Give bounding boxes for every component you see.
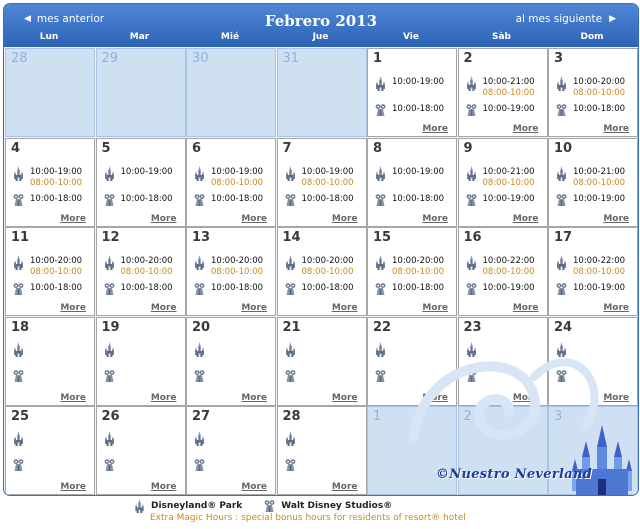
day-cell[interactable] — [96, 406, 186, 495]
park-hours: 10:00-22:00 — [482, 256, 535, 266]
day-number: 7 — [282, 140, 292, 156]
day-number: 2 — [463, 409, 472, 424]
extra-magic-hours: 08:00-10:00 — [482, 177, 535, 188]
day-cell[interactable] — [367, 48, 457, 137]
mickey-studio-icon — [194, 283, 205, 295]
legend-studios-label: Walt Disney Studios® — [281, 501, 393, 511]
extra-magic-hours: 08:00-10:00 — [392, 267, 445, 277]
castle-icon — [285, 255, 296, 270]
day-cell[interactable] — [96, 317, 186, 406]
day-cell[interactable] — [186, 317, 276, 406]
more-link[interactable]: More — [603, 392, 629, 403]
castle-icon — [104, 342, 115, 357]
extra-magic-hours: 08:00-10:00 — [482, 267, 535, 277]
park-hours: 10:00-20:00 — [392, 256, 445, 266]
weekday-label: Dom — [580, 32, 604, 42]
more-link[interactable]: More — [241, 482, 267, 492]
castle-icon — [194, 255, 205, 270]
day-cell[interactable] — [277, 138, 367, 227]
extra-magic-hours: 08:00-10:00 — [120, 267, 173, 277]
studios-hours: 10:00-18:00 — [120, 283, 173, 293]
day-number: 29 — [101, 51, 119, 66]
day-number: 3 — [554, 409, 563, 424]
day-number: 4 — [11, 140, 21, 156]
mickey-studio-icon — [194, 194, 205, 206]
day-cell[interactable] — [5, 317, 95, 406]
chevron-right-icon: ▶ — [609, 14, 616, 24]
day-number: 13 — [192, 230, 211, 245]
weekday-label: Vie — [403, 32, 419, 42]
more-link[interactable]: More — [512, 213, 539, 224]
castle-icon — [194, 431, 205, 446]
park-hours: 10:00-20:00 — [301, 256, 354, 266]
extra-magic-hours: 08:00-10:00 — [573, 88, 626, 98]
day-number: 28 — [282, 409, 301, 424]
day-number: 23 — [463, 319, 482, 335]
day-number: 18 — [11, 319, 30, 335]
castle-icon — [13, 166, 24, 181]
day-cell[interactable] — [548, 48, 638, 137]
castle-icon — [285, 166, 296, 181]
more-link[interactable]: More — [150, 213, 177, 224]
next-month-button[interactable] — [516, 13, 616, 25]
park-hours: 10:00-19:00 — [120, 166, 173, 177]
mickey-studio-icon — [264, 500, 275, 512]
more-link[interactable]: More — [60, 392, 86, 403]
extra-magic-hours: 08:00-10:00 — [301, 267, 354, 277]
studios-hours: 10:00-19:00 — [573, 193, 626, 204]
mickey-studio-icon — [556, 194, 567, 206]
day-cell[interactable] — [367, 138, 457, 227]
mickey-studio-icon — [285, 459, 296, 471]
castle-icon — [104, 431, 115, 446]
day-number: 31 — [282, 51, 300, 66]
mickey-studio-icon — [285, 370, 296, 382]
more-link[interactable]: More — [150, 482, 177, 492]
mickey-studio-icon — [13, 370, 24, 382]
more-link[interactable]: More — [331, 213, 358, 224]
day-number: 1 — [373, 409, 382, 424]
studios-hours: 10:00-19:00 — [482, 104, 535, 114]
studios-hours: 10:00-18:00 — [392, 283, 445, 293]
legend-row — [134, 499, 392, 513]
day-number: 14 — [282, 230, 301, 245]
extra-magic-hours: 08:00-10:00 — [301, 177, 354, 188]
day-cell[interactable] — [548, 138, 638, 227]
studios-hours: 10:00-19:00 — [573, 283, 626, 293]
studios-hours: 10:00-18:00 — [211, 193, 264, 204]
more-link[interactable]: More — [512, 124, 539, 134]
mickey-studio-icon — [13, 283, 24, 295]
mickey-studio-icon — [104, 370, 115, 382]
studios-hours: 10:00-18:00 — [211, 283, 264, 293]
weekday-label: Lun — [39, 32, 59, 42]
mickey-studio-icon — [285, 283, 296, 295]
day-number: 16 — [463, 230, 482, 245]
more-link[interactable]: More — [331, 482, 358, 492]
day-number: 3 — [554, 51, 564, 66]
park-hours: 10:00-21:00 — [573, 166, 626, 177]
castle-icon — [466, 255, 477, 270]
mickey-studio-icon — [104, 459, 115, 471]
park-hours: 10:00-19:00 — [301, 166, 354, 177]
day-number: 24 — [554, 319, 573, 335]
park-hours: 10:00-20:00 — [30, 256, 83, 266]
weekday-label: Jue — [312, 32, 329, 42]
month-title: Febrero 2013 — [264, 12, 378, 30]
calendar-grid — [4, 47, 638, 495]
castle-icon — [13, 342, 24, 357]
day-number: 11 — [11, 230, 30, 245]
mickey-studio-icon — [194, 459, 205, 471]
mickey-studio-icon — [194, 370, 205, 382]
day-number: 26 — [101, 409, 120, 424]
day-number: 6 — [192, 140, 202, 156]
park-hours: 10:00-20:00 — [120, 256, 173, 266]
day-number: 15 — [373, 230, 392, 245]
castle-icon — [375, 166, 386, 181]
day-number: 20 — [192, 319, 211, 335]
castle-icon — [285, 431, 296, 446]
day-cell[interactable] — [458, 227, 548, 316]
calendar-header — [4, 4, 638, 47]
castle-icon — [194, 166, 205, 181]
extra-magic-hours: 08:00-10:00 — [482, 88, 535, 98]
park-hours: 10:00-19:00 — [392, 77, 445, 87]
studios-hours: 10:00-18:00 — [30, 193, 83, 204]
studios-hours: 10:00-19:00 — [482, 193, 535, 204]
mickey-studio-icon — [375, 283, 386, 295]
day-cell[interactable] — [277, 227, 367, 316]
extra-magic-hours: 08:00-10:00 — [30, 177, 83, 188]
mickey-studio-icon — [104, 283, 115, 295]
day-cell[interactable] — [458, 138, 548, 227]
extra-magic-hours: 08:00-10:00 — [30, 267, 83, 277]
day-cell[interactable] — [186, 138, 276, 227]
more-link[interactable]: More — [241, 213, 267, 224]
mickey-studio-icon — [285, 194, 296, 206]
more-link[interactable]: More — [422, 213, 448, 224]
prev-month-label: mes anterior — [36, 13, 105, 25]
studios-hours: 10:00-18:00 — [392, 104, 445, 114]
more-link[interactable]: More — [241, 392, 267, 403]
castle-icon — [194, 342, 205, 357]
day-number: 1 — [373, 51, 383, 66]
extra-magic-hours: 08:00-10:00 — [211, 177, 264, 188]
park-hours: 10:00-20:00 — [211, 256, 264, 266]
castle-icon — [134, 499, 145, 513]
park-hours: 10:00-21:00 — [482, 166, 535, 177]
castle-icon — [104, 166, 115, 181]
more-link[interactable]: More — [422, 392, 448, 403]
more-link[interactable]: More — [603, 213, 629, 224]
day-number: 22 — [373, 319, 392, 335]
watermark-text: ©Nuestro Neverland — [436, 467, 593, 482]
more-link[interactable]: More — [60, 482, 86, 492]
more-link[interactable]: More — [241, 303, 267, 313]
day-cell[interactable] — [5, 227, 95, 316]
castle-icon — [556, 166, 567, 181]
park-hours: 10:00-21:00 — [482, 77, 535, 87]
day-number: 25 — [11, 409, 30, 424]
park-hours: 10:00-19:00 — [211, 166, 264, 177]
weekday-label: Mié — [220, 32, 240, 42]
day-cell[interactable] — [458, 48, 548, 137]
day-cell[interactable] — [96, 48, 186, 137]
castle-icon — [556, 76, 567, 91]
day-cell[interactable] — [5, 48, 95, 137]
mickey-studio-icon — [466, 104, 477, 116]
day-cell[interactable] — [277, 317, 367, 406]
more-link[interactable]: More — [331, 392, 358, 403]
castle-icon — [466, 76, 477, 91]
next-month-label: al mes siguiente — [515, 13, 603, 25]
mickey-studio-icon — [13, 194, 24, 206]
castle-icon — [375, 255, 386, 270]
castle-logo-icon — [570, 425, 634, 496]
extra-magic-hours: 08:00-10:00 — [573, 267, 626, 277]
mickey-studio-icon — [104, 194, 115, 206]
mickey-studio-icon — [556, 283, 567, 295]
chevron-left-icon: ◀ — [24, 14, 31, 24]
studios-hours: 10:00-18:00 — [30, 283, 83, 293]
castle-icon — [285, 342, 296, 357]
day-cell[interactable] — [367, 227, 457, 316]
more-link[interactable]: More — [512, 392, 539, 403]
weekday-label: Sàb — [492, 32, 511, 42]
day-number: 28 — [11, 51, 28, 66]
mickey-studio-icon — [375, 194, 386, 206]
more-link[interactable]: More — [60, 213, 86, 224]
more-link[interactable]: More — [603, 303, 629, 313]
castle-icon — [13, 431, 24, 446]
studios-hours: 10:00-18:00 — [573, 104, 626, 114]
more-link[interactable]: More — [603, 124, 629, 134]
studios-hours: 10:00-19:00 — [482, 283, 535, 293]
weekday-label: Mar — [129, 32, 150, 42]
day-cell[interactable] — [277, 48, 367, 137]
day-number: 30 — [192, 51, 209, 66]
day-cell[interactable] — [96, 138, 186, 227]
more-link[interactable]: More — [512, 303, 539, 313]
park-hours: 10:00-22:00 — [573, 256, 626, 266]
mickey-studio-icon — [13, 459, 24, 471]
calendar — [3, 3, 639, 496]
mickey-studio-icon — [466, 283, 477, 295]
legend-park-label: Disneyland® Park — [151, 501, 243, 511]
mickey-studio-icon — [466, 194, 477, 206]
park-hours: 10:00-19:00 — [392, 166, 445, 177]
day-number: 8 — [373, 140, 383, 156]
castle-icon — [104, 255, 115, 270]
castle-icon — [375, 76, 386, 91]
extra-magic-hours: 08:00-10:00 — [211, 267, 264, 277]
studios-hours: 10:00-18:00 — [301, 193, 354, 204]
mickey-studio-icon — [375, 104, 386, 116]
studios-hours: 10:00-18:00 — [392, 193, 445, 204]
more-link[interactable]: More — [422, 303, 448, 313]
day-number: 2 — [463, 51, 473, 66]
day-cell[interactable] — [5, 138, 95, 227]
day-cell[interactable] — [5, 406, 95, 495]
day-cell[interactable] — [96, 227, 186, 316]
day-cell[interactable] — [548, 227, 638, 316]
legend-emh-text: Extra Magic Hours : special bonus hours for residents of resort® hotel — [150, 513, 466, 523]
day-cell[interactable] — [186, 48, 276, 137]
day-cell[interactable] — [186, 406, 276, 495]
more-link[interactable]: More — [331, 303, 358, 313]
more-link[interactable]: More — [422, 124, 448, 134]
day-number: 12 — [101, 230, 120, 245]
more-link[interactable]: More — [150, 392, 177, 403]
day-number: 17 — [554, 230, 573, 245]
studios-hours: 10:00-18:00 — [120, 193, 173, 204]
more-link[interactable]: More — [60, 303, 86, 313]
day-number: 9 — [463, 140, 473, 156]
park-hours: 10:00-19:00 — [30, 166, 83, 177]
weekday-header-row — [4, 32, 638, 46]
day-number: 19 — [101, 319, 120, 335]
day-cell[interactable] — [277, 406, 367, 495]
extra-magic-hours: 08:00-10:00 — [573, 177, 626, 188]
day-cell[interactable] — [186, 227, 276, 316]
day-number: 5 — [101, 140, 111, 156]
park-hours: 10:00-20:00 — [573, 77, 626, 87]
castle-icon — [13, 255, 24, 270]
day-number: 27 — [192, 409, 211, 424]
castle-icon — [556, 255, 567, 270]
studios-hours: 10:00-18:00 — [301, 283, 354, 293]
day-number: 10 — [554, 140, 573, 156]
more-link[interactable]: More — [150, 303, 177, 313]
day-number: 21 — [282, 319, 301, 335]
castle-icon — [466, 166, 477, 181]
mickey-studio-icon — [556, 104, 567, 116]
